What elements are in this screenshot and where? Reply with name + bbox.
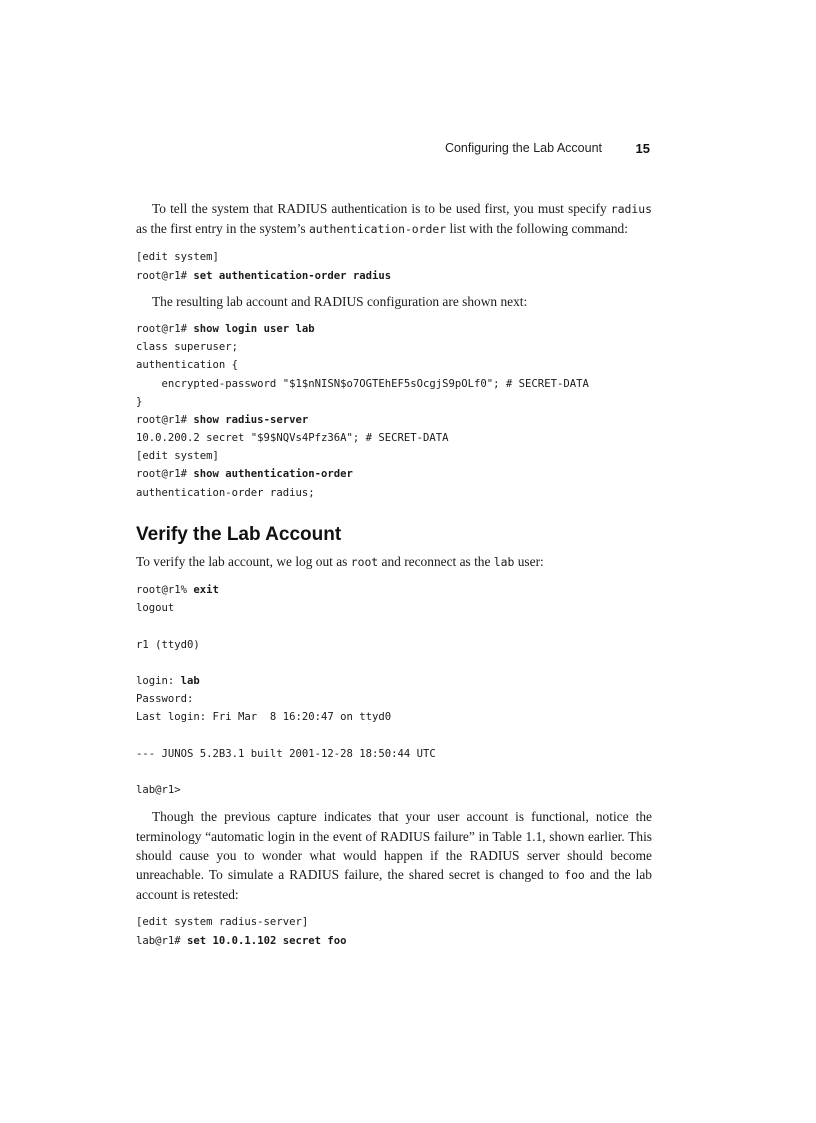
inline-code: root [350, 554, 379, 569]
code-prompt: root@r1# [136, 468, 194, 481]
code-line: class superuser; [136, 341, 239, 354]
code-prompt: root@r1# [136, 322, 194, 335]
code-line [136, 411, 652, 429]
page-content [136, 199, 652, 950]
code-line: logout [136, 602, 175, 615]
code-line: Last login: Fri Mar 8 16:20:47 on ttyd0 [136, 711, 392, 724]
text-run: as the first entry in the system’s [136, 221, 309, 237]
code-command: show login user lab [193, 322, 315, 335]
code-block-show-config [136, 320, 652, 502]
code-prompt: lab@r1# [136, 934, 188, 947]
code-command: show radius-server [193, 413, 309, 426]
code-command: set authentication-order radius [193, 269, 392, 282]
code-line: [edit system] [136, 450, 219, 463]
text-run: To tell the system that RADIUS authentication is to be used first, you must specify [152, 201, 611, 216]
code-prompt: root@r1# [136, 413, 194, 426]
code-command: exit [193, 584, 219, 597]
page-header [0, 141, 650, 159]
code-line: [edit system radius-server] [136, 916, 309, 929]
code-line [136, 727, 652, 745]
code-line: authentication-order radius; [136, 486, 315, 499]
text-run: Though the previous capture indicates that your user account is functional, notice the terminology “automatic login in the event of RADIUS failure” in Table 1.1, shown earlier. This should cause you to wonder what would happen if the RADIUS server should become unreachable. To simulate a RADIUS failure, the shared secret is changed to [136, 809, 652, 882]
code-line [136, 465, 652, 483]
code-line: authentication { [136, 359, 239, 372]
code-line [136, 617, 652, 635]
code-line [136, 932, 652, 950]
code-block-set-auth-order [136, 248, 652, 284]
code-line [136, 581, 652, 599]
code-line: lab@r1> [136, 784, 181, 797]
text-run: user: [514, 553, 544, 569]
inline-code: radius [610, 202, 652, 216]
paragraph-radius-failure [136, 807, 652, 904]
text-run: and reconnect as the [378, 553, 494, 569]
section-heading: Verify the Lab Account [136, 523, 342, 545]
code-line [136, 672, 652, 690]
code-line [136, 763, 652, 781]
code-line: [edit system] [136, 251, 219, 264]
inline-code: authentication-order [308, 222, 447, 237]
inline-code: lab [493, 554, 515, 569]
paragraph-radius-intro [136, 199, 652, 239]
code-line: encrypted-password "$1$nNISN$o7OGTEhEF5sOcgjS9pOLf0"; # SECRET-DATA [136, 377, 589, 390]
code-command: set 10.0.1.102 secret foo [187, 934, 347, 947]
text-run: To verify the lab account, we log out as [136, 553, 351, 569]
code-command: show authentication-order [193, 468, 353, 481]
code-line [136, 320, 652, 338]
code-line: 10.0.200.2 secret "$9$NQVs4Pfz36A"; # SECRET-DATA [136, 432, 449, 445]
paragraph-resulting-config: The resulting lab account and RADIUS configuration are shown next: [152, 293, 528, 309]
code-line: } [136, 395, 143, 408]
code-line: Password: [136, 693, 194, 706]
code-prompt: root@r1# [136, 269, 194, 282]
code-block-change-secret [136, 913, 652, 949]
code-line: r1 (ttyd0) [136, 638, 200, 651]
text-run: list with the following command: [446, 221, 628, 237]
code-line: --- JUNOS 5.2B3.1 built 2001-12-28 18:50:44 UTC [136, 747, 436, 760]
code-line [136, 267, 652, 285]
code-prompt: login: [136, 675, 181, 687]
code-line [136, 654, 652, 672]
page-number: 15 [635, 141, 650, 156]
running-head: Configuring the Lab Account [444, 141, 602, 155]
inline-code: foo [564, 867, 585, 882]
code-prompt: root@r1% [136, 584, 194, 597]
code-command: lab [180, 675, 200, 687]
text-run: and the lab account is retested: [136, 866, 652, 903]
code-block-login-session [136, 581, 652, 799]
paragraph-verify-intro [136, 552, 652, 572]
